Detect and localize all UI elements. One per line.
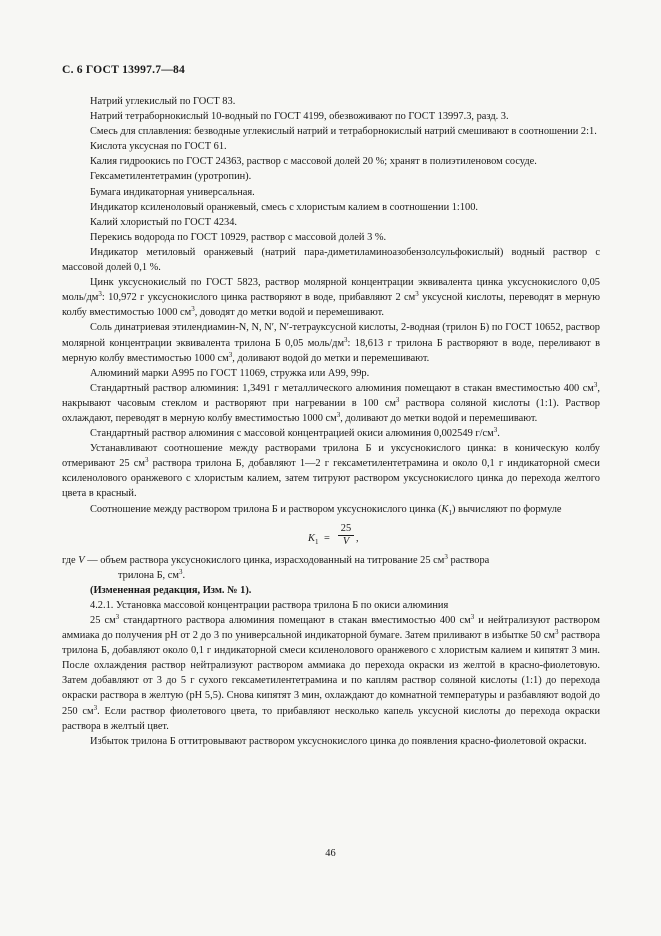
paragraph: Стандартный раствор алюминия: 1,3491 г металлического алюминия помещают в стакан вместимостью 400 $см^3$, накрывают часовым стеклом и растворяют при нагревании в 100 $см^3$ раствора соляной кислоты (1:1). Раствор охлаждают, переводят в мерную колбу вместимостью 1000 $см^3$, доливают до метки водой и перемешивают. — [62, 380, 600, 424]
paragraph: Соотношение между раствором трилона Б и раствором уксуснокислого цинка $(K_1)$ вычисляют по формуле — [90, 503, 562, 517]
paragraph: Натрий тетраборнокислый 10-водный по ГОСТ 4199, обезвоживают по ГОСТ 13997.3, разд. 3. — [90, 111, 509, 123]
paragraph: Калия гидроокись по ГОСТ 24363, раствор с массовой долей 20 %; хранят в полиэтиленовом сосуде. — [90, 156, 537, 168]
paragraph: Натрий углекислый по ГОСТ 83. — [90, 96, 236, 107]
page-header: С. 6 ГОСТ 13997.7—84 — [62, 63, 185, 76]
paragraph: Индикатор метиловый оранжевый (натрий пара-диметиламиноазобензолсульфокислый) водный раствор с массовой долей 0,1 %. — [62, 246, 600, 274]
paragraph: Гексаметилентетрамин (уротропин). — [90, 171, 252, 183]
page-number: 46 — [325, 848, 336, 859]
document-body — [62, 94, 600, 749]
paragraph: Алюминий марки А995 по ГОСТ 11069, стружка или А99, 99р. — [90, 367, 370, 379]
paragraph: Бумага индикаторная универсальная. — [90, 186, 255, 198]
section-heading: 4.2.1. Установка массовой концентрации раствора трилона Б по окиси алюминия — [90, 599, 449, 611]
paragraph: Индикатор ксиленоловый оранжевый, смесь с хлористым калием в соотношении 1:100. — [90, 201, 479, 213]
paragraph: Стандартный раствор алюминия с массовой концентрацией окиси алюминия 0,002549 $г/см^3$. — [90, 426, 500, 440]
paragraph: Устанавливают соотношение между растворами трилона Б и уксуснокислого цинка: в коническую колбу отмеривают 25 $см^3$ раствора трилона Б, добавляют 1—2 г гексаметилентетрамина и около 0,1 г индикаторной смеси ксиленолового оранжевого с хлористым калием, затем титруют раствором уксуснокислого цинка до перехода желтого цвета в красный. — [62, 443, 600, 500]
paragraph: Соль динатриевая этилендиамин-N, N, N′, N′-тетрауксусной кислоты, 2-водная (трилон Б) по ГОСТ 10652, раствор молярной концентрации эквивалента трилона Б 0,05 моль/$дм^3$: 18,613 г трилона Б растворяют в воде, переливают в мерную колбу вместимостью 1000 $см^3$, доливают водой до метки и перемешивают. — [62, 322, 600, 364]
formula-fraction — [338, 523, 354, 548]
where-clause-continuation: трилона Б, $см^3$. — [118, 567, 186, 581]
formula-equals: = — [324, 532, 330, 544]
paragraph: 25 $см^3$ стандартного раствора алюминия помещают в стакан вместимостью 400 $см^3$ и нейтрализуют раствором аммиака до получения pH от 2 до 3 по универсальной индикаторной бумаге. Затем приливают в избытке 50 $см^3$ раствора трилона Б, добавляют около 0,1 г индикаторной смеси ксиленолового оранжевого с хлористым калием и кипятят 3 мин. После охлаждения раствор нейтрализуют раствором аммиака до перехода окраски из желтой в красно-фиолетовую. Затем добавляют от 3 до 5 г сухого гексаметилентетрамина и по каплям раствор соляной кислоты (1:1) до перехода окраски раствора в желтую (pH 5,5). Снова кипятят 3 мин, охлаждают до комнатной температуры и разбавляют водой до 250 $см^3$. Если раствор фиолетового цвета, то прибавляют несколько капель уксусной кислоты до перехода окраски раствора в желтый цвет. — [62, 613, 600, 732]
paragraph: Смесь для сплавления: безводные углекислый натрий и тетраборнокислый натрий смешивают в соотношении 2:1. — [90, 126, 597, 138]
formula-comma: , — [356, 532, 359, 544]
formula-numerator: 25 — [338, 523, 354, 536]
paragraph: Калий хлористый по ГОСТ 4234. — [90, 216, 238, 228]
formula-denominator: V — [342, 535, 350, 547]
formula — [62, 523, 600, 553]
paragraph: Цинк уксуснокислый по ГОСТ 5823, раствор молярной концентрации эквивалента цинка уксуснокислого 0,05 моль/$дм^3$: 10,972 г уксуснокислого цинка растворяют в воде, прибавляют 2 $см^3$ уксусной кислоты, переводят в мерную колбу вместимостью 1000 $см^3$, доводят до метки водой и перемешивают. — [62, 277, 601, 319]
edition-note: (Измененная редакция, Изм. № 1). — [90, 584, 252, 596]
where-clause: где V — объем раствора уксуснокислого цинка, израсходованный на титрование 25 $см^3$ раствора — [62, 552, 490, 566]
formula-k: $K_1$ — [308, 532, 319, 546]
paragraph: Кислота уксусная по ГОСТ 61. — [90, 141, 227, 153]
paragraph: Перекись водорода по ГОСТ 10929, раствор с массовой долей 3 %. — [90, 231, 387, 243]
paragraph: Избыток трилона Б оттитровывают раствором уксуснокислого цинка до появления красно-фиолетовой окраски. — [90, 735, 587, 747]
